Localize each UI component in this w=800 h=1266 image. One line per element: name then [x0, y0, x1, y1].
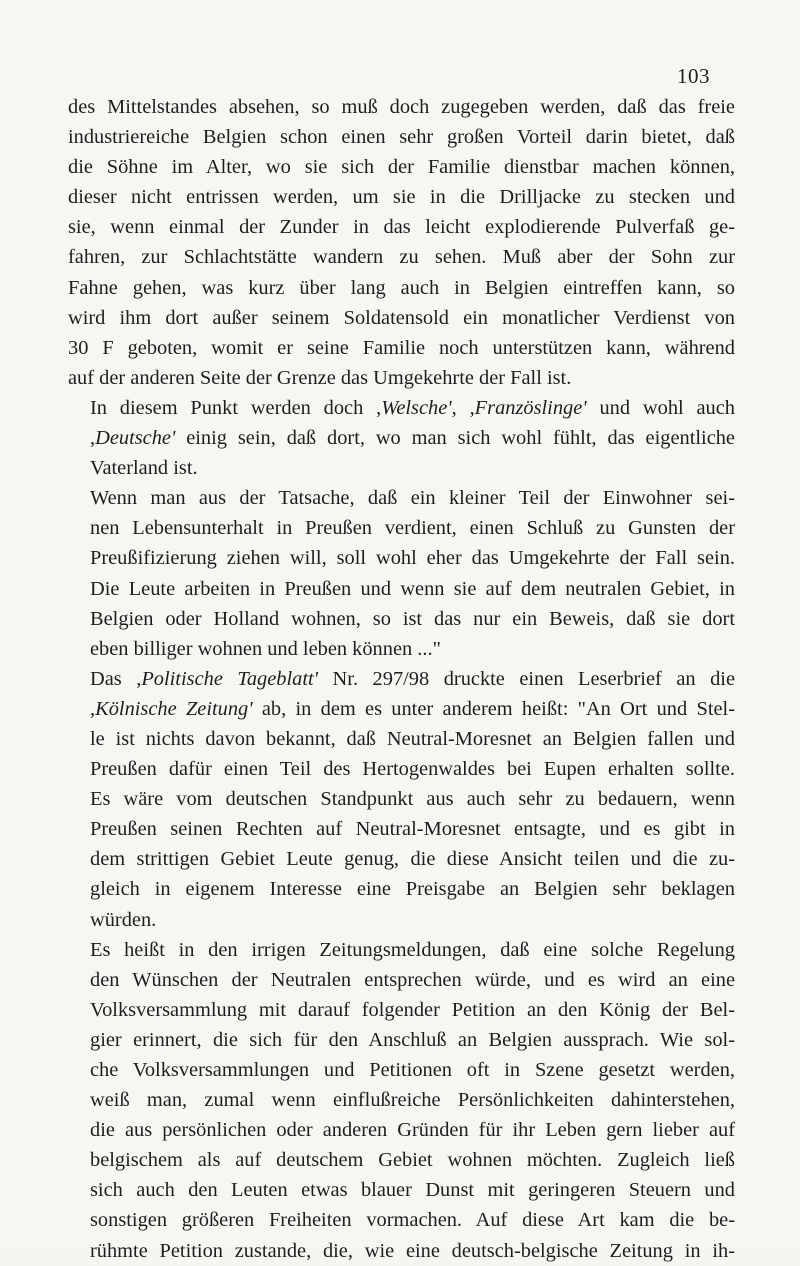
text-line: die Söhne im Alter, wo sie sich der Familie dienstbar machen können, — [68, 156, 735, 179]
text-line-content: In diesem Punkt werden doch ,Welsche', ,Französlinge' und wohl auch — [90, 396, 735, 419]
text-line: ,Deutsche' einig sein, daß dort, wo man sich wohl fühlt, das eigentliche — [90, 427, 735, 450]
text-line: Die Leute arbeiten in Preußen und wenn sie auf dem neutralen Gebiet, in — [90, 577, 735, 600]
text-line: Vaterland ist. — [90, 457, 198, 480]
paragraph — [68, 483, 735, 664]
text-line-content: Es heißt in den irrigen Zeitungsmeldungen, daß eine solche Regelung — [90, 938, 735, 961]
text-line — [68, 935, 735, 965]
text-line: gier erinnert, die sich für den Anschluß an Belgien aussprach. Wie sol- — [90, 1028, 735, 1051]
text-line: dem strittigen Gebiet Leute genug, die diese Ansicht teilen und die zu- — [90, 848, 735, 871]
paragraph — [68, 393, 735, 483]
paragraph — [68, 935, 735, 1266]
text-line: würden. — [90, 908, 157, 931]
text-line — [68, 483, 735, 513]
body-text — [68, 92, 735, 1266]
text-line: Fahne gehen, was kurz über lang auch in Belgien eintreffen kann, so — [68, 276, 735, 299]
text-line: Preußen seinen Rechten auf Neutral-Moresnet entsagte, und es gibt in — [90, 818, 735, 841]
text-line: che Volksversammlungen und Petitionen oft in Szene gesetzt werden, — [90, 1059, 735, 1081]
text-line: Preußifizierung ziehen will, soll wohl eher das Umgekehrte der Fall sein. — [90, 547, 735, 570]
text-line: Belgien oder Holland wohnen, so ist das nur ein Beweis, daß sie dort — [90, 607, 735, 630]
page-number: 103 — [677, 64, 710, 88]
text-line — [68, 393, 735, 423]
text-line: gleich in eigenem Interesse eine Preisgabe an Belgien sehr beklagen — [90, 878, 735, 901]
text-line: fahren, zur Schlachtstätte wandern zu sehen. Muß aber der Sohn zur — [68, 246, 735, 269]
text-line: weiß man, zumal wenn einflußreiche Persönlichkeiten dahinterstehen, — [90, 1089, 735, 1112]
text-line-content: Das ,Politische Tageblatt' Nr. 297/98 druckte einen Leserbrief an die — [90, 667, 735, 690]
text-line: auf der anderen Seite der Grenze das Umgekehrte der Fall ist. — [68, 366, 572, 389]
text-line: industriereiche Belgien schon einen sehr großen Vorteil darin bietet, daß — [68, 126, 735, 149]
text-line: den Wünschen der Neutralen entsprechen würde, und es wird an eine — [90, 968, 735, 991]
text-line — [68, 664, 735, 694]
text-line: 30 F geboten, womit er seine Familie noch unterstützen kann, während — [68, 336, 735, 359]
text-line: nen Lebensunterhalt in Preußen verdient, einen Schluß zu Gunsten der — [90, 517, 735, 540]
text-line-content: Wenn man aus der Tatsache, daß ein kleiner Teil der Einwohner sei- — [90, 487, 735, 510]
text-line: sich auch den Leuten etwas blauer Dunst mit geringeren Steuern und — [90, 1179, 735, 1202]
paragraph — [68, 664, 735, 935]
text-line: sie, wenn einmal der Zunder in das leicht explodierende Pulverfaß ge- — [68, 216, 735, 239]
text-line: eben billiger wohnen und leben können ..." — [90, 637, 441, 660]
text-line: belgischem als auf deutschem Gebiet wohnen möchten. Zugleich ließ — [90, 1149, 735, 1172]
text-line: Preußen dafür einen Teil des Hertogenwaldes bei Eupen erhalten sollte. — [90, 758, 735, 781]
text-line: die aus persönlichen oder anderen Gründen für ihr Leben gern lieber auf — [90, 1119, 735, 1142]
text-line: wird ihm dort außer seinem Soldatensold ein monatlicher Verdienst von — [68, 306, 735, 329]
text-line: le ist nichts davon bekannt, daß Neutral-Moresnet an Belgien fallen und — [90, 727, 735, 750]
text-line: dieser nicht entrissen werden, um sie in die Drilljacke zu stecken und — [68, 186, 735, 209]
text-line: Es wäre vom deutschen Standpunkt aus auch sehr zu bedauern, wenn — [90, 788, 735, 811]
text-line: ,Kölnische Zeitung' ab, in dem es unter anderem heißt: "An Ort und Stel- — [90, 697, 735, 720]
text-line: des Mittelstandes absehen, so muß doch zugegeben werden, daß das freie — [68, 96, 735, 118]
paragraph — [68, 92, 735, 393]
text-line: Volksversammlung mit darauf folgender Petition an den König der Bel- — [90, 998, 735, 1021]
text-line: rühmte Petition zustande, die, wie eine deutsch-belgische Zeitung in ih- — [90, 1239, 735, 1262]
text-line: sonstigen größeren Freiheiten vormachen. Auf diese Art kam die be- — [90, 1209, 735, 1232]
